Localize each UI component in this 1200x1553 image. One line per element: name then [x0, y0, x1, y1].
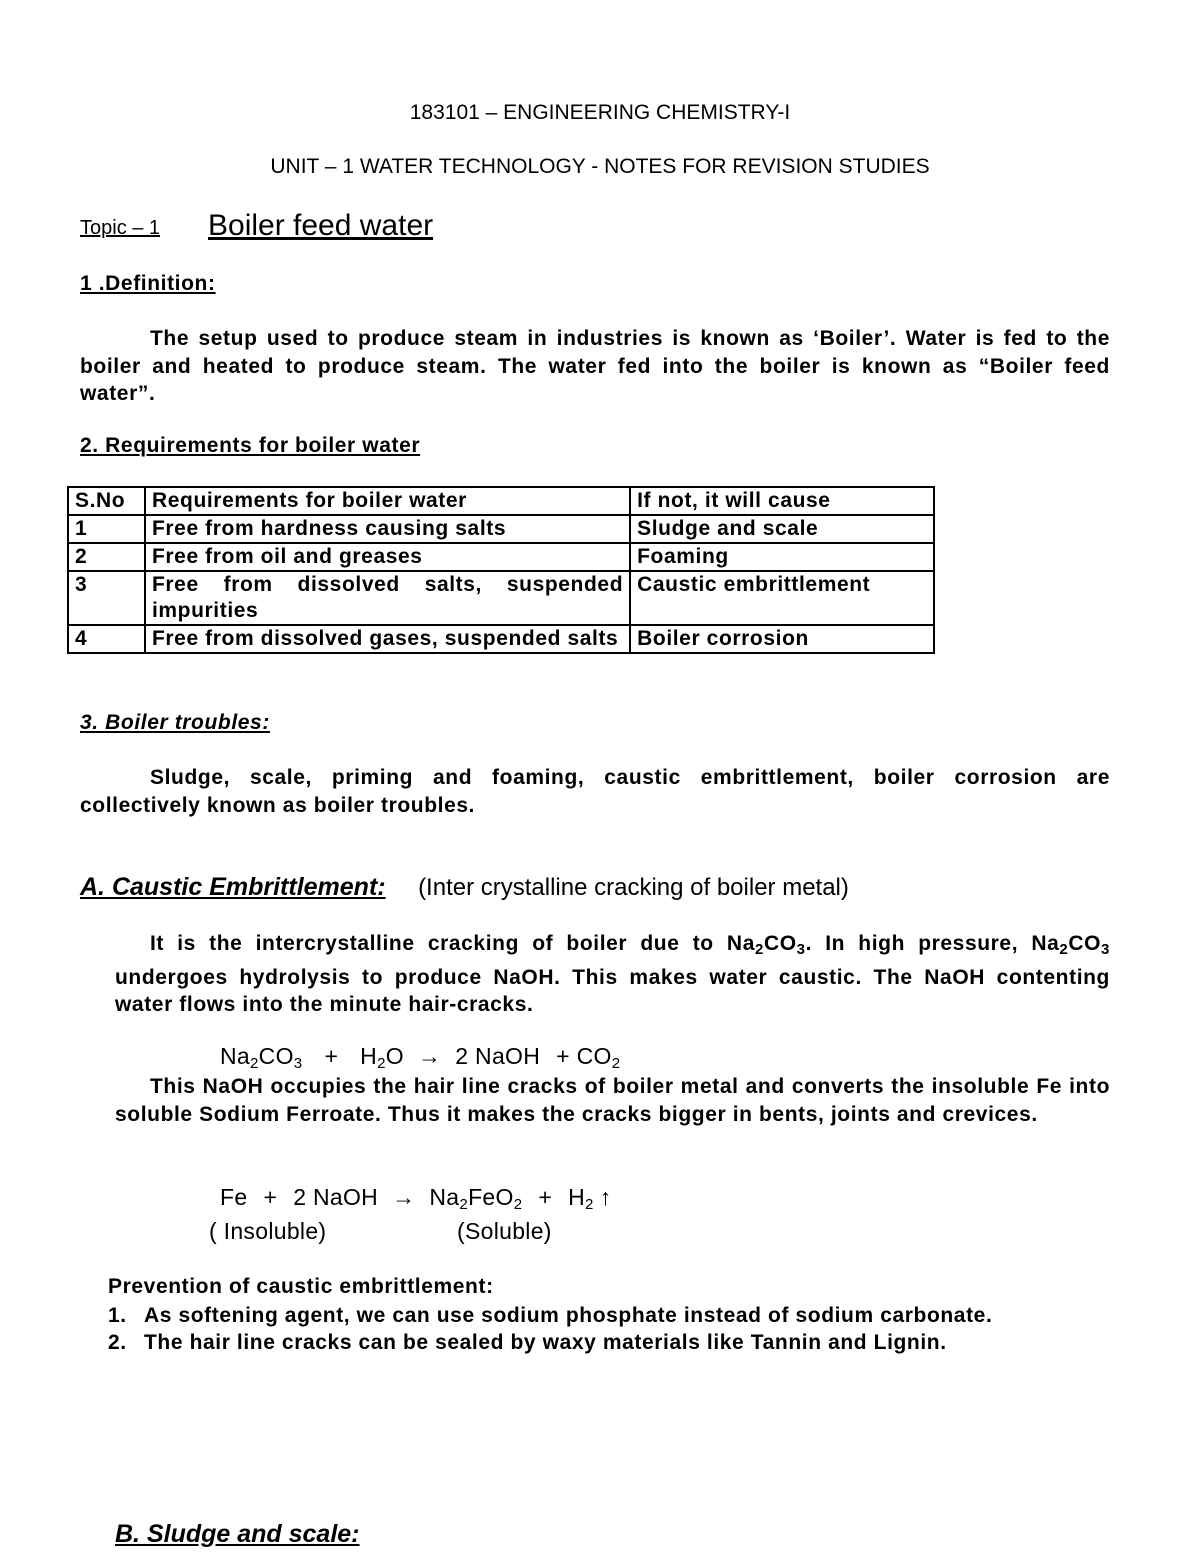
- caustic-paragraph-2: This NaOH occupies the hair line cracks of boiler metal and converts the insoluble Fe into soluble Sodium Ferroate. Thus it makes the cracks bigger in bents, joints and crevices.: [115, 1075, 1110, 1126]
- table-row: [68, 625, 934, 653]
- topic-title: Boiler feed water: [208, 209, 434, 242]
- troubles-heading: 3. Boiler troubles:: [80, 711, 270, 734]
- note-soluble: (Soluble): [457, 1218, 552, 1244]
- prevention-list: [108, 1302, 992, 1356]
- requirements-table: [67, 486, 935, 654]
- caustic-heading-line: [80, 873, 849, 902]
- arrow-icon: →: [417, 1043, 442, 1069]
- table-cell: 4: [68, 625, 145, 653]
- equation-hydrolysis: $Na_2CO_3 + H_2O \to 2$ NaOH + $CO_2$: [220, 1043, 621, 1072]
- table-cell: 3: [68, 571, 145, 625]
- requirements-heading: 2. Requirements for boiler water: [80, 434, 421, 457]
- column-header: S.No: [68, 487, 145, 515]
- sludge-heading: B. Sludge and scale:: [115, 1520, 360, 1548]
- table-cell: Free from dissolved salts, suspended impurities: [145, 571, 630, 625]
- table-header-row: [68, 487, 934, 515]
- table-cell: Free from hardness causing salts: [145, 515, 630, 543]
- table-row: [68, 571, 934, 625]
- table-cell: Free from dissolved gases, suspended salts: [145, 625, 630, 653]
- caustic-heading: A. Caustic Embrittlement:: [80, 873, 386, 901]
- table-cell: Caustic embrittlement: [630, 571, 934, 625]
- table-cell: 1: [68, 515, 145, 543]
- prevention-heading: Prevention of caustic embrittlement:: [108, 1275, 494, 1298]
- equation-ferroate: Fe + 2 NaOH → $Na_2FeO_2 + H_2$ ↑: [220, 1184, 612, 1213]
- troubles-paragraph: Sludge, scale, priming and foaming, caustic embrittlement, boiler corrosion are collectively known as boiler troubles.: [80, 766, 1110, 817]
- definition-heading: 1 .Definition:: [80, 272, 216, 295]
- table-row: [68, 543, 934, 571]
- column-header: Requirements for boiler water: [145, 487, 630, 515]
- caustic-paragraph-1: It is the intercrystalline cracking of boiler due to $Na_2CO_3$. In high pressure, $Na_2CO_3$ undergoes hydrolysis to produce NaOH. This makes water caustic. The NaOH contenting water flows into the minute hair-cracks.: [115, 932, 1110, 1016]
- table-cell: Sludge and scale: [630, 515, 934, 543]
- table-cell: 2: [68, 543, 145, 571]
- definition-paragraph: The setup used to produce steam in industries is known as ‘Boiler’. Water is fed to the boiler and heated to produce steam. The water fed into the boiler is known as “Boiler feed water”.: [80, 327, 1110, 405]
- topic-label: Topic – 1: [80, 217, 161, 239]
- column-header: If not, it will cause: [630, 487, 934, 515]
- caustic-subtitle: (Inter crystalline cracking of boiler metal): [418, 874, 849, 901]
- table-row: [68, 515, 934, 543]
- list-item: 2. The hair line cracks can be sealed by waxy materials like Tannin and Lignin.: [108, 1331, 947, 1354]
- table-cell: Boiler corrosion: [630, 625, 934, 653]
- table-cell: Foaming: [630, 543, 934, 571]
- note-insoluble: ( Insoluble): [209, 1218, 327, 1244]
- up-arrow-icon: ↑: [599, 1184, 612, 1210]
- arrow-icon: →: [392, 1184, 416, 1210]
- course-title: 183101 – ENGINEERING CHEMISTRY-I: [409, 101, 791, 124]
- table-cell: Free from oil and greases: [145, 543, 630, 571]
- list-item: 1. As softening agent, we can use sodium phosphate instead of sodium carbonate.: [108, 1304, 993, 1327]
- unit-title: UNIT – 1 WATER TECHNOLOGY - NOTES FOR REVISION STUDIES: [270, 155, 930, 178]
